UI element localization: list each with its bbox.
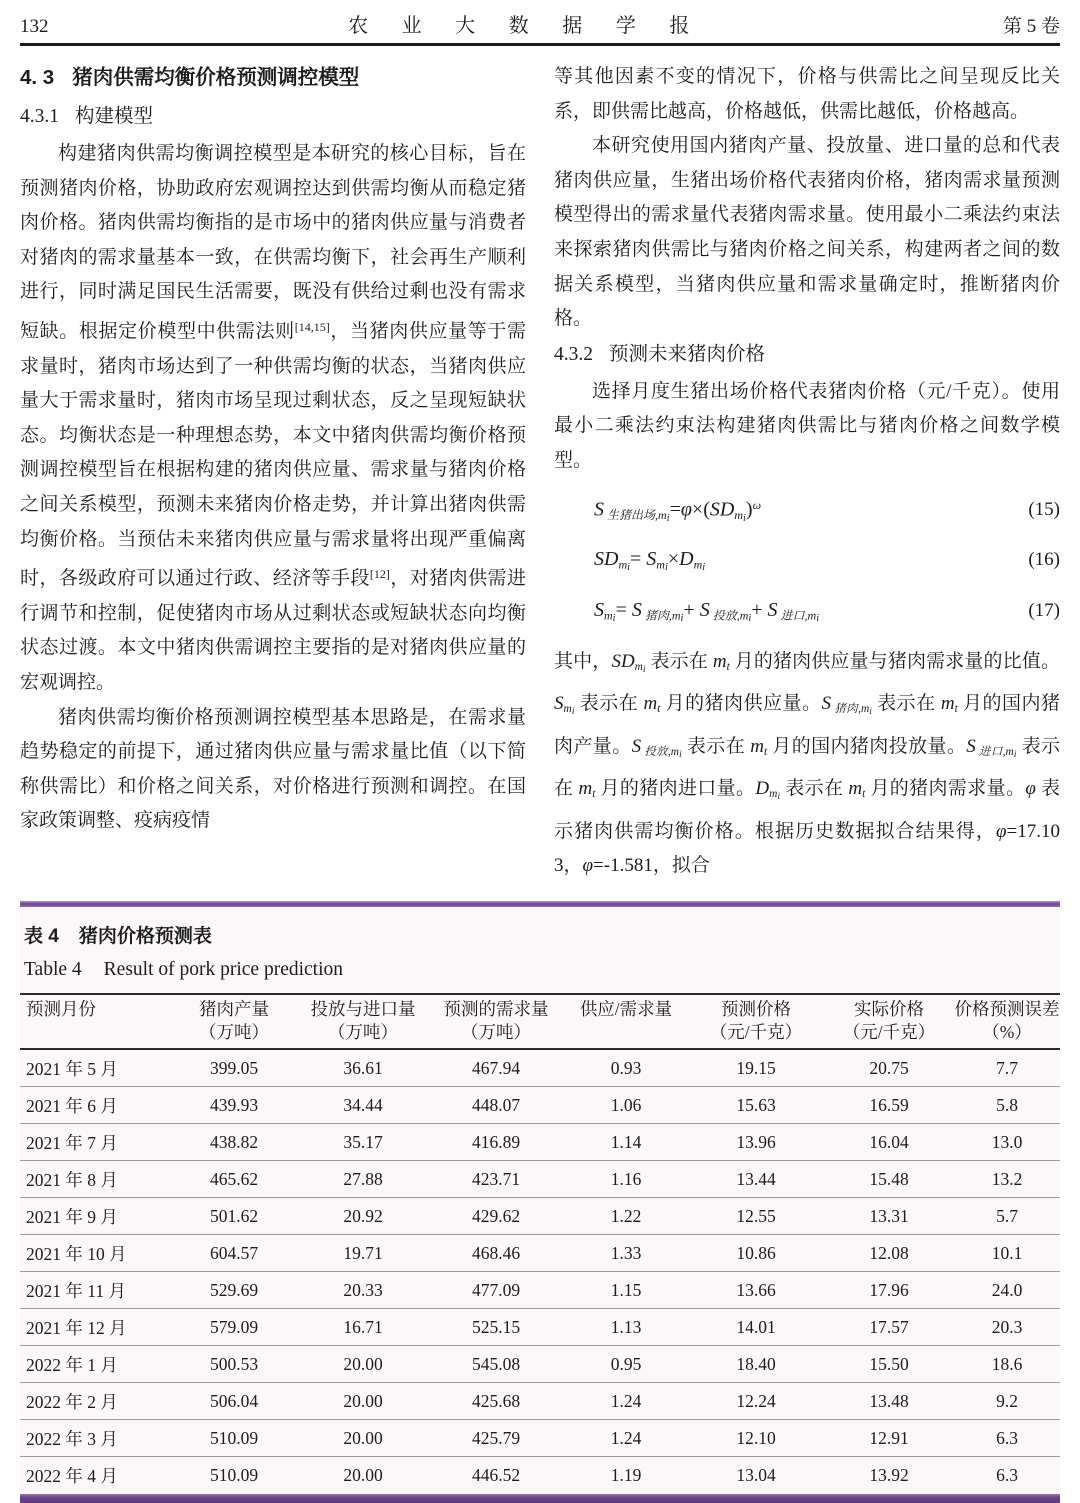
table-row — [20, 1087, 1060, 1124]
math-token: S — [594, 598, 604, 621]
table-cell: 10.1 — [991, 1242, 1023, 1263]
math-token: 表示在 — [681, 735, 751, 757]
math-token: i — [816, 612, 820, 624]
equation-body — [594, 595, 819, 634]
subsection-heading — [20, 99, 526, 135]
table-row — [20, 1161, 1060, 1198]
math-token: i — [748, 612, 752, 624]
page-bottom-band — [20, 1494, 1060, 1503]
table-cell: 1.24 — [610, 1427, 642, 1448]
table-cell: 18.40 — [736, 1353, 776, 1374]
table-cell: 19.71 — [343, 1242, 383, 1263]
math-token: S — [594, 498, 604, 521]
equation-number: (17) — [1028, 599, 1060, 621]
math-token: t — [657, 703, 661, 716]
column-header — [954, 998, 1060, 1044]
table-caption-zh-label: 表 4 — [24, 926, 59, 947]
math-token: 进口,m — [777, 607, 817, 622]
paragraph: 猪肉供需均衡价格预测调控模型基本思路是，在需求量趋势稳定的前提下，通过猪肉供应量与需求量比值（以下简称供需比）和价格之间关系，对价格进行预测和调控。在国家政策调整、疫病疫情 — [20, 706, 526, 832]
table-cell: 16.59 — [869, 1094, 909, 1115]
column-header — [20, 998, 170, 1044]
table-cell: 20.00 — [343, 1465, 383, 1485]
section-title: 猪肉供需均衡价格预测调控模型 — [72, 66, 360, 89]
table-cell: 12.10 — [736, 1427, 776, 1448]
column-header-name: 预测价格 — [721, 999, 791, 1019]
table-cell: 501.62 — [209, 1205, 259, 1226]
math-token: ) — [745, 498, 753, 521]
table-cell: 13.2 — [991, 1168, 1023, 1189]
journal-title: 农 业 大 数 据 学 报 — [348, 15, 704, 37]
section-number: 4. 3 — [20, 66, 55, 89]
table-row — [20, 1235, 1060, 1272]
math-token: i — [679, 748, 682, 760]
table-row — [20, 1124, 1060, 1161]
table-cell: 425.79 — [471, 1427, 521, 1448]
math-token: S — [631, 598, 642, 621]
table-header-row — [20, 993, 1060, 1050]
table-cell: 429.62 — [471, 1205, 521, 1226]
math-token: 表示在 — [645, 650, 713, 672]
math-token: 月的猪肉供应量与猪肉需求量的比值。 — [729, 650, 1060, 672]
table-cell: 24.0 — [991, 1279, 1023, 1300]
math-token: i — [664, 562, 668, 574]
equation-number: (16) — [1028, 549, 1060, 571]
math-token: = — [669, 498, 681, 521]
column-header-unit: （万吨） — [461, 1022, 531, 1042]
table-cell: 16.71 — [343, 1316, 383, 1337]
math-token: m — [618, 557, 628, 572]
citation-ref: [12] — [369, 567, 390, 582]
math-token: φ — [996, 820, 1007, 842]
paragraph-text: ，当猪肉供应量等于需求量时，猪肉市场达到了一种供需均衡的状态，当猪肉供应量大于需求量时，猪肉市场呈现过剩状态，反之呈现短缺状态。均衡状态是一种理想态势，本文中猪肉供需均衡价格预测调控模型旨在根据构建的猪肉供应量、需求量与猪肉价格之间关系模型，预测未来猪肉价格走势，并计算出猪肉供需均衡价格。当预估未来猪肉供应量与需求量将出现严重偏离时，各级政府可以通过行政、经济等手段 — [20, 320, 526, 590]
table-row — [20, 1383, 1060, 1420]
table-cell: 14.01 — [736, 1316, 776, 1337]
paragraph: 本研究使用国内猪肉产量、投放量、进口量的总和代表猪肉供应量，生猪出场价格代表猪肉价格，猪肉需求量预测模型得出的需求量代表猪肉需求量。使用最小二乘法约束法来探索猪肉供需比与猪肉价格之间关系，构建两者之间的数据关系模型，当猪肉供应量和需求量确定时，推断猪肉价格。 — [554, 135, 1060, 330]
math-token: 表示猪肉供需均衡价格。根据历史数据拟合结果得， — [554, 778, 1060, 842]
math-token: 进口,m — [975, 745, 1014, 758]
paragraph — [20, 137, 526, 701]
table-row — [20, 1420, 1060, 1457]
paragraph: 等其他因素不变的情况下，价格与供需比之间呈现反比关系，即供需比越高，价格越低，供需比越低，价格越高。 — [554, 66, 1060, 122]
table-cell-month: 2021 年 8 月 — [26, 1169, 118, 1190]
math-token: SD — [594, 548, 619, 571]
math-token: =-1.581，拟合 — [593, 855, 710, 877]
math-token: + — [683, 598, 700, 621]
table-cell: 468.46 — [471, 1242, 521, 1263]
math-token: i — [612, 612, 616, 624]
paragraph-text: ，对猪肉供需进行调节和控制，促使猪肉市场从过剩状态或短缺状态向均衡状态过渡。本文中猪肉供需调控主要指的是对猪肉供应量的宏观调控。 — [20, 568, 526, 693]
column-header-unit: （元/千克） — [709, 1022, 803, 1042]
math-token: m — [634, 660, 643, 673]
column-header — [688, 998, 824, 1044]
math-token: m — [656, 557, 665, 572]
table-cell: 35.17 — [343, 1131, 383, 1152]
table-cell: 423.71 — [471, 1168, 521, 1189]
table-cell-month: 2021 年 9 月 — [26, 1206, 118, 1227]
math-token: m — [940, 693, 955, 715]
table-cell: 20.00 — [343, 1390, 383, 1411]
math-token: t — [862, 788, 866, 801]
table-cell: 20.92 — [343, 1205, 383, 1226]
math-token: S — [646, 548, 657, 571]
paragraph — [554, 645, 1060, 884]
math-token: × — [667, 548, 680, 571]
table-cell: 13.66 — [736, 1279, 776, 1300]
math-token: ×( — [691, 498, 710, 521]
math-token: 猪肉,m — [641, 607, 681, 622]
page-number: 132 — [20, 16, 49, 37]
column-header — [564, 998, 688, 1044]
table-cell: 1.14 — [610, 1131, 642, 1152]
table-cell: 13.48 — [869, 1390, 909, 1411]
math-token: φ — [582, 855, 594, 877]
table-caption-en-label: Table 4 — [24, 959, 82, 980]
subsection-title: 预测未来猪肉价格 — [609, 343, 766, 365]
math-token: m — [578, 778, 593, 800]
table-cell: 500.53 — [209, 1353, 259, 1374]
table-cell: 10.86 — [736, 1242, 776, 1263]
table-cell-month: 2021 年 6 月 — [26, 1095, 118, 1116]
table-cell: 15.63 — [736, 1094, 776, 1115]
table-cell-month: 2021 年 12 月 — [26, 1317, 127, 1338]
math-token: 月的猪肉进口量。 — [595, 778, 756, 800]
paragraph-text: 构建猪肉供需均衡调控模型是本研究的核心目标，旨在预测猪肉价格，协助政府宏观调控达到供需均衡从而稳定猪肉价格。猪肉供需均衡指的是市场中的猪肉供应量与消费者对猪肉的需求量基本一致，在供需均衡下，社会再生产顺利进行，同时满足国民生活需要，既没有供给过剩也没有需求短缺。根据定价模型中供需法则 — [20, 143, 526, 342]
article-body — [20, 60, 1060, 898]
math-token: i — [571, 706, 575, 718]
equation-number: (15) — [1028, 499, 1060, 521]
table-caption-en-text: Result of pork price prediction — [103, 959, 344, 980]
table-cell: 13.44 — [736, 1168, 776, 1189]
table-cell: 1.19 — [610, 1465, 642, 1485]
table-cell: 12.55 — [736, 1205, 776, 1226]
citation-ref: [14,15] — [294, 319, 330, 334]
table-cell: 34.44 — [343, 1094, 383, 1115]
table-cell: 1.33 — [610, 1242, 642, 1263]
table-cell: 416.89 — [471, 1131, 521, 1152]
math-token: 猪肉,m — [831, 703, 870, 716]
math-token: m — [643, 693, 658, 715]
math-token: i — [680, 612, 684, 624]
equation-17 — [594, 595, 1060, 634]
table-cell: 13.04 — [736, 1465, 776, 1485]
table-body — [20, 1050, 1060, 1494]
section-heading — [20, 60, 526, 96]
table-row — [20, 1457, 1060, 1494]
table-row — [20, 1309, 1060, 1346]
math-token: SD — [709, 498, 735, 521]
table-cell: 604.57 — [209, 1242, 259, 1263]
table-row — [20, 1272, 1060, 1309]
table-cell: 13.92 — [869, 1465, 909, 1485]
math-token: SD — [611, 650, 635, 672]
table-cell-month: 2022 年 3 月 — [26, 1428, 118, 1449]
table-cell: 510.09 — [209, 1465, 259, 1485]
table-cell-month: 2021 年 11 月 — [26, 1280, 126, 1301]
column-header-name: 价格预测误差 — [954, 999, 1060, 1019]
table-cell: 1.24 — [610, 1390, 642, 1411]
table-cell: 425.68 — [471, 1390, 521, 1411]
table-cell: 12.24 — [736, 1390, 776, 1411]
table-cell: 0.93 — [610, 1057, 642, 1078]
table-cell: 13.31 — [869, 1205, 909, 1226]
table-cell: 19.15 — [736, 1057, 776, 1078]
table-caption-zh-text: 猪肉价格预测表 — [78, 926, 212, 947]
left-column — [20, 60, 526, 898]
math-token: i — [743, 512, 746, 524]
column-header — [428, 998, 564, 1044]
math-token: S — [767, 598, 778, 621]
math-token: 月的猪肉供应量。 — [660, 693, 822, 715]
math-token: 表示在 — [554, 735, 1060, 800]
table-cell: 9.2 — [996, 1390, 1018, 1411]
math-token: m — [848, 778, 863, 800]
table-cell: 467.94 — [471, 1057, 521, 1078]
table-cell: 529.69 — [209, 1279, 259, 1300]
math-token: t — [726, 660, 730, 673]
column-header-name: 猪肉产量 — [199, 999, 269, 1019]
math-token: i — [869, 706, 872, 718]
math-token: m — [563, 703, 572, 716]
math-token: m — [750, 735, 764, 757]
math-token: 月的猪肉需求量。 — [865, 778, 1026, 800]
column-header-unit: （%） — [982, 1022, 1032, 1042]
table-caption-zh — [20, 907, 1060, 948]
math-token: 投放,m — [641, 745, 679, 758]
column-header-unit: （万吨） — [199, 1022, 269, 1042]
table-cell: 477.09 — [471, 1279, 521, 1300]
header-rule — [20, 43, 1060, 46]
math-token: S — [554, 693, 564, 715]
table-cell: 20.75 — [869, 1057, 909, 1078]
equation-body — [594, 544, 705, 583]
math-token: 月的国内猪肉产量。 — [554, 693, 1060, 757]
table-row — [20, 1198, 1060, 1235]
table-cell: 525.15 — [471, 1316, 521, 1337]
table-cell: 20.3 — [991, 1316, 1023, 1337]
subsection-number: 4.3.2 — [554, 343, 593, 365]
math-token: S — [821, 693, 831, 715]
math-token: D — [679, 548, 694, 571]
column-header-name: 预测的需求量 — [443, 999, 549, 1019]
table-cell: 1.15 — [610, 1279, 642, 1300]
table-cell-month: 2022 年 1 月 — [26, 1354, 118, 1375]
math-token: m — [693, 557, 703, 572]
subsection-heading — [554, 337, 1060, 373]
table-cell: 17.96 — [869, 1279, 909, 1300]
math-token: 月的国内猪肉投放量。 — [767, 735, 967, 757]
math-token: 表示在 — [574, 693, 644, 715]
table-cell-month: 2021 年 5 月 — [26, 1058, 118, 1079]
table-caption-en — [20, 948, 1060, 993]
math-token: i — [777, 791, 781, 803]
table-cell: 7.7 — [996, 1057, 1018, 1078]
running-head — [20, 8, 1060, 38]
table-cell-month: 2022 年 4 月 — [26, 1466, 118, 1486]
column-header-unit: （元/千克） — [842, 1022, 936, 1042]
math-token: D — [755, 778, 770, 800]
math-token: i — [627, 562, 631, 574]
column-header-name: 供应/需求量 — [579, 999, 673, 1019]
math-token: 投放,m — [709, 607, 749, 622]
math-token: t — [592, 788, 596, 801]
table-cell-month: 2022 年 2 月 — [26, 1391, 118, 1412]
math-token: =17.103， — [554, 820, 1060, 877]
column-header-name: 预测月份 — [26, 999, 96, 1019]
math-token: S — [699, 598, 710, 621]
table-cell: 20.33 — [343, 1279, 383, 1300]
math-token: m — [734, 507, 743, 522]
math-token: m — [769, 788, 778, 801]
math-token: t — [763, 745, 768, 758]
table-cell-month: 2021 年 7 月 — [26, 1132, 118, 1153]
right-column — [554, 60, 1060, 898]
math-token: 其中， — [554, 650, 612, 672]
math-token: 表示在 — [871, 693, 941, 715]
math-token: S — [966, 735, 976, 757]
table-cell: 1.06 — [610, 1094, 642, 1115]
math-token: S — [631, 735, 642, 757]
table-cell: 1.22 — [610, 1205, 642, 1226]
table-cell: 15.48 — [869, 1168, 909, 1189]
table-cell: 27.88 — [343, 1168, 383, 1189]
math-token: φ — [680, 498, 692, 521]
table-cell: 448.07 — [471, 1094, 521, 1115]
table-cell: 5.8 — [996, 1094, 1018, 1115]
column-header — [824, 998, 954, 1044]
math-token: t — [954, 703, 958, 716]
column-header-unit: （万吨） — [328, 1022, 398, 1042]
subsection-number: 4.3.1 — [20, 106, 59, 127]
table-cell: 438.82 — [209, 1131, 259, 1152]
table-cell: 579.09 — [209, 1316, 259, 1337]
math-token: i — [666, 512, 670, 524]
table-cell: 5.7 — [996, 1205, 1018, 1226]
column-header — [170, 998, 298, 1044]
table-cell: 20.00 — [343, 1427, 383, 1448]
table-cell: 510.09 — [209, 1427, 259, 1448]
table-cell: 15.50 — [869, 1353, 909, 1374]
table-cell: 6.3 — [996, 1427, 1018, 1448]
table-cell: 545.08 — [471, 1353, 521, 1374]
column-header-name: 实际价格 — [854, 999, 924, 1019]
math-token: = — [615, 598, 632, 621]
math-token: = — [630, 548, 647, 571]
table-cell: 399.05 — [209, 1057, 259, 1078]
table-cell: 12.91 — [869, 1427, 909, 1448]
table-cell: 20.00 — [343, 1353, 383, 1374]
table-row — [20, 1346, 1060, 1383]
table-cell: 506.04 — [209, 1390, 259, 1411]
table-cell: 0.95 — [610, 1353, 642, 1374]
equation-15 — [594, 490, 1060, 534]
column-header — [298, 998, 428, 1044]
math-token: m — [712, 650, 727, 672]
math-token: i — [702, 562, 706, 574]
subsection-title: 构建模型 — [75, 106, 154, 127]
math-token: 表示在 — [780, 778, 849, 800]
math-token: φ — [1025, 778, 1036, 800]
equation-body — [594, 490, 761, 534]
table-cell: 18.6 — [991, 1353, 1023, 1374]
math-token: i — [642, 663, 646, 675]
table-cell: 36.61 — [343, 1057, 383, 1078]
table-section — [20, 901, 1060, 1503]
table-cell: 439.93 — [209, 1094, 259, 1115]
equation-16 — [594, 544, 1060, 583]
math-token: 生猪出场,m — [604, 507, 667, 522]
math-token: ω — [752, 497, 762, 512]
column-header-name: 投放与进口量 — [310, 999, 416, 1019]
table-cell: 16.04 — [869, 1131, 909, 1152]
table-cell: 6.3 — [996, 1465, 1018, 1485]
math-token: m — [604, 607, 613, 622]
table-cell: 1.16 — [610, 1168, 642, 1189]
table-cell: 1.13 — [610, 1316, 642, 1337]
table-cell: 12.08 — [869, 1242, 909, 1263]
math-token: i — [1013, 748, 1017, 760]
math-token: + — [751, 598, 768, 621]
table-cell: 13.96 — [736, 1131, 776, 1152]
paragraph: 选择月度生猪出场价格代表猪肉价格（元/千克）。使用最小二乘法约束法构建猪肉供需比与猪肉价格之间数学模型。 — [554, 380, 1060, 471]
table-cell-month: 2021 年 10 月 — [26, 1243, 127, 1264]
table-cell: 17.57 — [869, 1316, 909, 1337]
table-cell: 465.62 — [209, 1168, 259, 1189]
volume-label: 第 5 卷 — [1002, 16, 1060, 37]
table-row — [20, 1050, 1060, 1087]
table-cell: 446.52 — [471, 1465, 521, 1485]
table-cell: 13.0 — [991, 1131, 1023, 1152]
